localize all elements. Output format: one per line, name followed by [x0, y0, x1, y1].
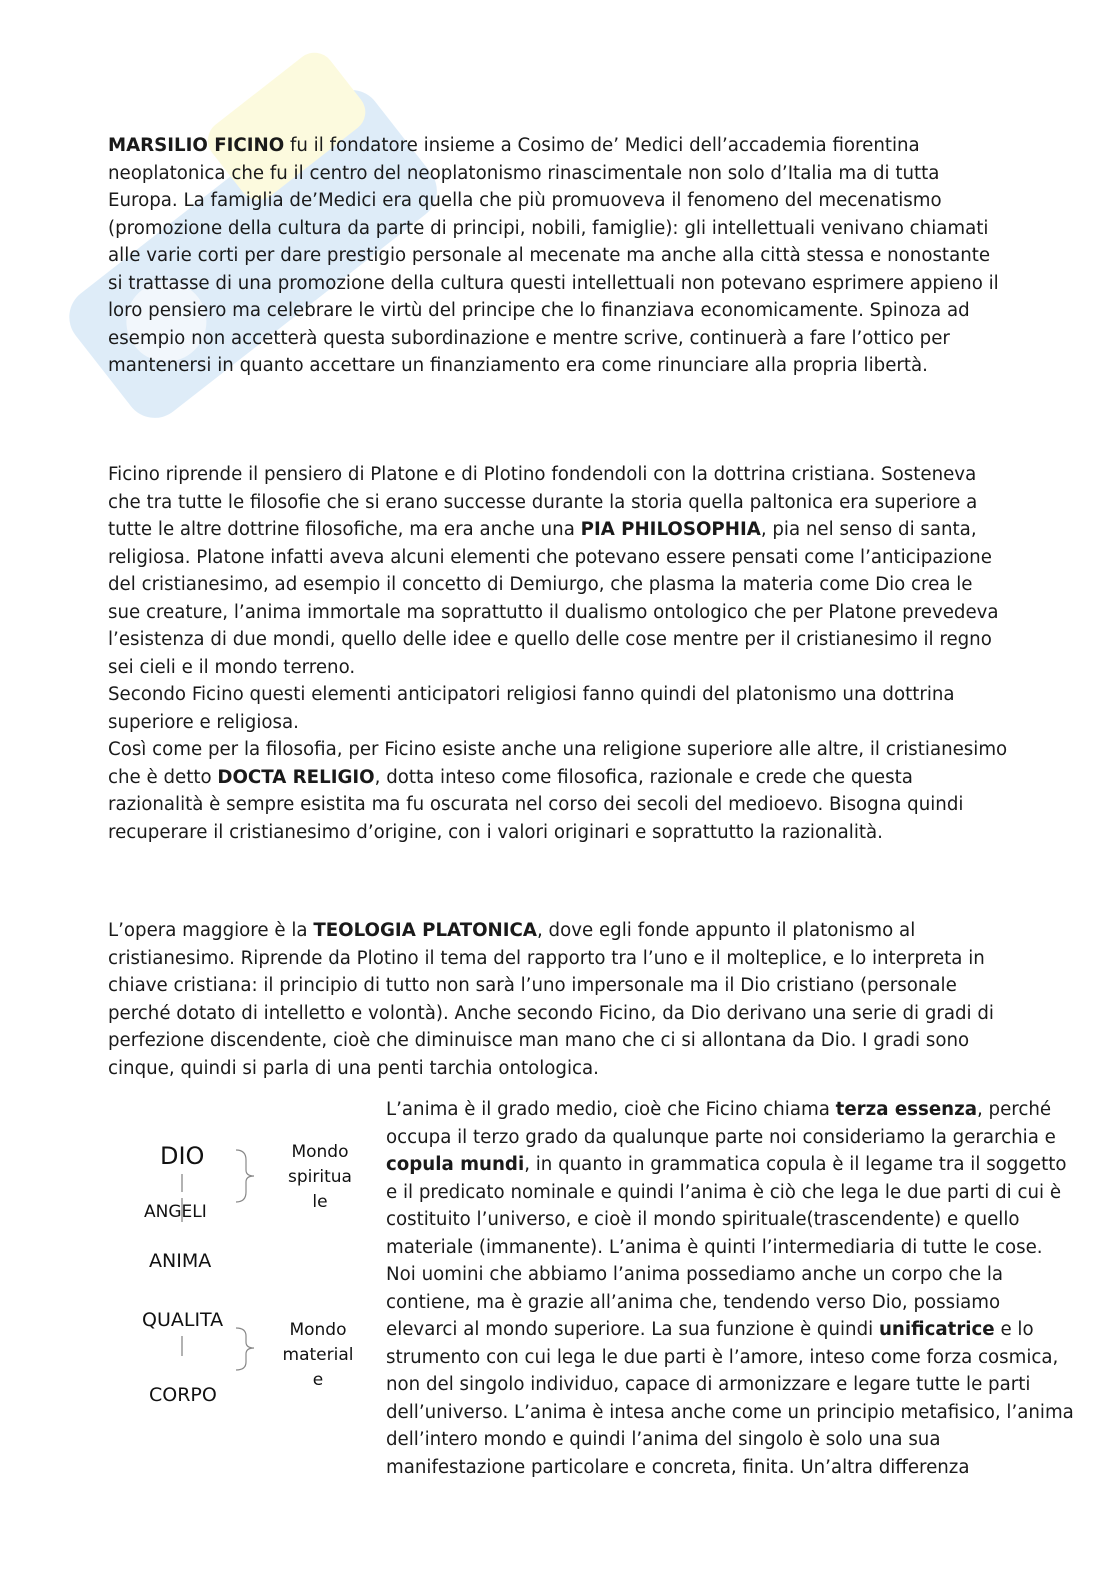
hierarchy-diagram [130, 1130, 380, 1430]
text-span: , pia nel senso di santa, religiosa. Platone infatti aveva alcuni elementi che potevano essere pensati come l’anticipazione del cristianesimo, ad esempio il concetto di Demiurgo, che plasma la materia come Dio crea le sue creature, l’anima immortale ma soprattutto il dualismo ontologico che per Platone prevedeva l’esistenza di due mondi, quello delle idee e quello delle cose mentre per il cristianesimo il regno sei cieli e il mondo terreno. [108, 519, 999, 678]
text-span: Secondo Ficino questi elementi anticipatori religiosi fanno quindi del platonismo una dottrina superiore e religiosa. [108, 684, 955, 733]
label-mondo-spirituale: Mondo spiritua le [288, 1142, 352, 1212]
node-corpo: CORPO [149, 1384, 217, 1406]
bold-term: copula mundi [386, 1154, 525, 1175]
text-span: L’opera maggiore è la [108, 920, 314, 941]
node-anima: ANIMA [149, 1250, 212, 1272]
text-span: fu il fondatore insieme a Cosimo de’ Medici dell’accademia fiorentina neoplatonica che fu il centro del neoplatonismo rinascimentale non solo d’Italia ma di tutta Europa. La famiglia de’Medici era quella che più promuoveva il fenomeno del mecenatismo (promozione della cultura da parte di principi, nobili, famiglie): gli intellettuali venivano chiamati alle varie corti per dare prestigio personale al mecenate ma anche alla città stessa e nonostante si trattasse di una promozione della cultura questi intellettuali non potevano esprimere appieno il loro pensiero ma celebrare le virtù del principe che lo finanziava economicamente. Spinoza ad esempio non accetterà questa subordinazione e mentre scrive, continuerà a fare l’ottico per mantenersi in quanto accettare un finanziamento era come rinunciare alla propria libertà. [108, 135, 999, 376]
text-span: Così come per la filosofia, per Ficino esiste anche una religione superiore alle altre, il cristianesimo che è detto [108, 739, 1008, 788]
text-span: , perché occupa il terzo grado da qualunque parte noi consideriamo la gerarchia e [386, 1099, 1056, 1148]
bold-term: DOCTA RELIGIO [217, 766, 375, 788]
bold-term: MARSILIO FICINO [108, 135, 285, 156]
paragraph-anima [386, 1096, 1076, 1481]
text-span: , in quanto in grammatica copula è il legame tra il soggetto e il predicato nominale e quindi l’anima è ciò che lega le due parti di cui è costituito l’universo, e cioè il mondo spirituale(trascendente) e quello materiale (immanente). L’anima è quinti l’intermediaria di tutte le cose. Noi uomini che abbiamo l’anima possediamo anche un corpo che la contiene, ma è grazie all’anima che, tendendo verso Dio, possiamo elevarci al mondo superiore. La sua funzione è quindi [386, 1154, 1067, 1340]
node-qualita: QUALITA [142, 1309, 224, 1331]
bold-term: TEOLOGIA PLATONICA [313, 920, 537, 941]
paragraph-intro [108, 132, 1008, 380]
text-span: L’anima è il grado medio, cioè che Ficino chiama [386, 1099, 836, 1120]
paragraph-teologia [108, 917, 1008, 1082]
label-mondo-materiale: Mondo material e [282, 1320, 354, 1390]
text-span: , dove egli fonde appunto il platonismo al cristianesimo. Riprende da Plotino il tema del rapporto tra l’uno e il molteplice, e lo interpreta in chiave cristiana: il principio di tutto non sarà l’uno impersonale ma il Dio cristiano (personale perché dotato di intelletto e volontà). Anche secondo Ficino, da Dio derivano una serie di gradi di perfezione discendente, cioè che diminuisce man mano che ci si allontana da Dio. I gradi sono cinque, quindi si parla di una penti tarchia ontologica. [108, 920, 994, 1079]
text-span: Ficino riprende il pensiero di Platone e di Plotino fondendoli con la dottrina cristiana. Sosteneva che tra tutte le filosofie che si erano successe durante la storia quella paltonica era superiore a tutte le altre dottrine filosofiche, ma era anche una [108, 464, 978, 540]
text-span: e lo strumento con cui lega le due parti è l’amore, inteso come forza cosmica, non del singolo individuo, capace di armonizzare e legare tutte le parti dell’universo. L’anima è intesa anche come un principio metafisico, l’anima dell’intero mondo e quindi l’anima del singolo è solo una sua manifestazione particolare e concreta, finita. Un’altra differenza [386, 1319, 1074, 1478]
bold-term: terza essenza [835, 1099, 977, 1120]
text-span: , dotta inteso come filosofica, razionale e crede che questa razionalità è sempre esistita ma fu oscurata nel corso dei secoli del medioevo. Bisogna quindi recuperare il cristianesimo d’origine, con i valori originari e soprattutto la razionalità. [108, 766, 964, 843]
node-dio: DIO [160, 1142, 205, 1170]
bold-term: PIA PHILOSOPHIA [580, 519, 761, 540]
bold-term: unificatrice [878, 1319, 995, 1340]
node-angeli: ANGELI [144, 1202, 207, 1222]
paragraph-pia-philosophia [108, 461, 1008, 846]
